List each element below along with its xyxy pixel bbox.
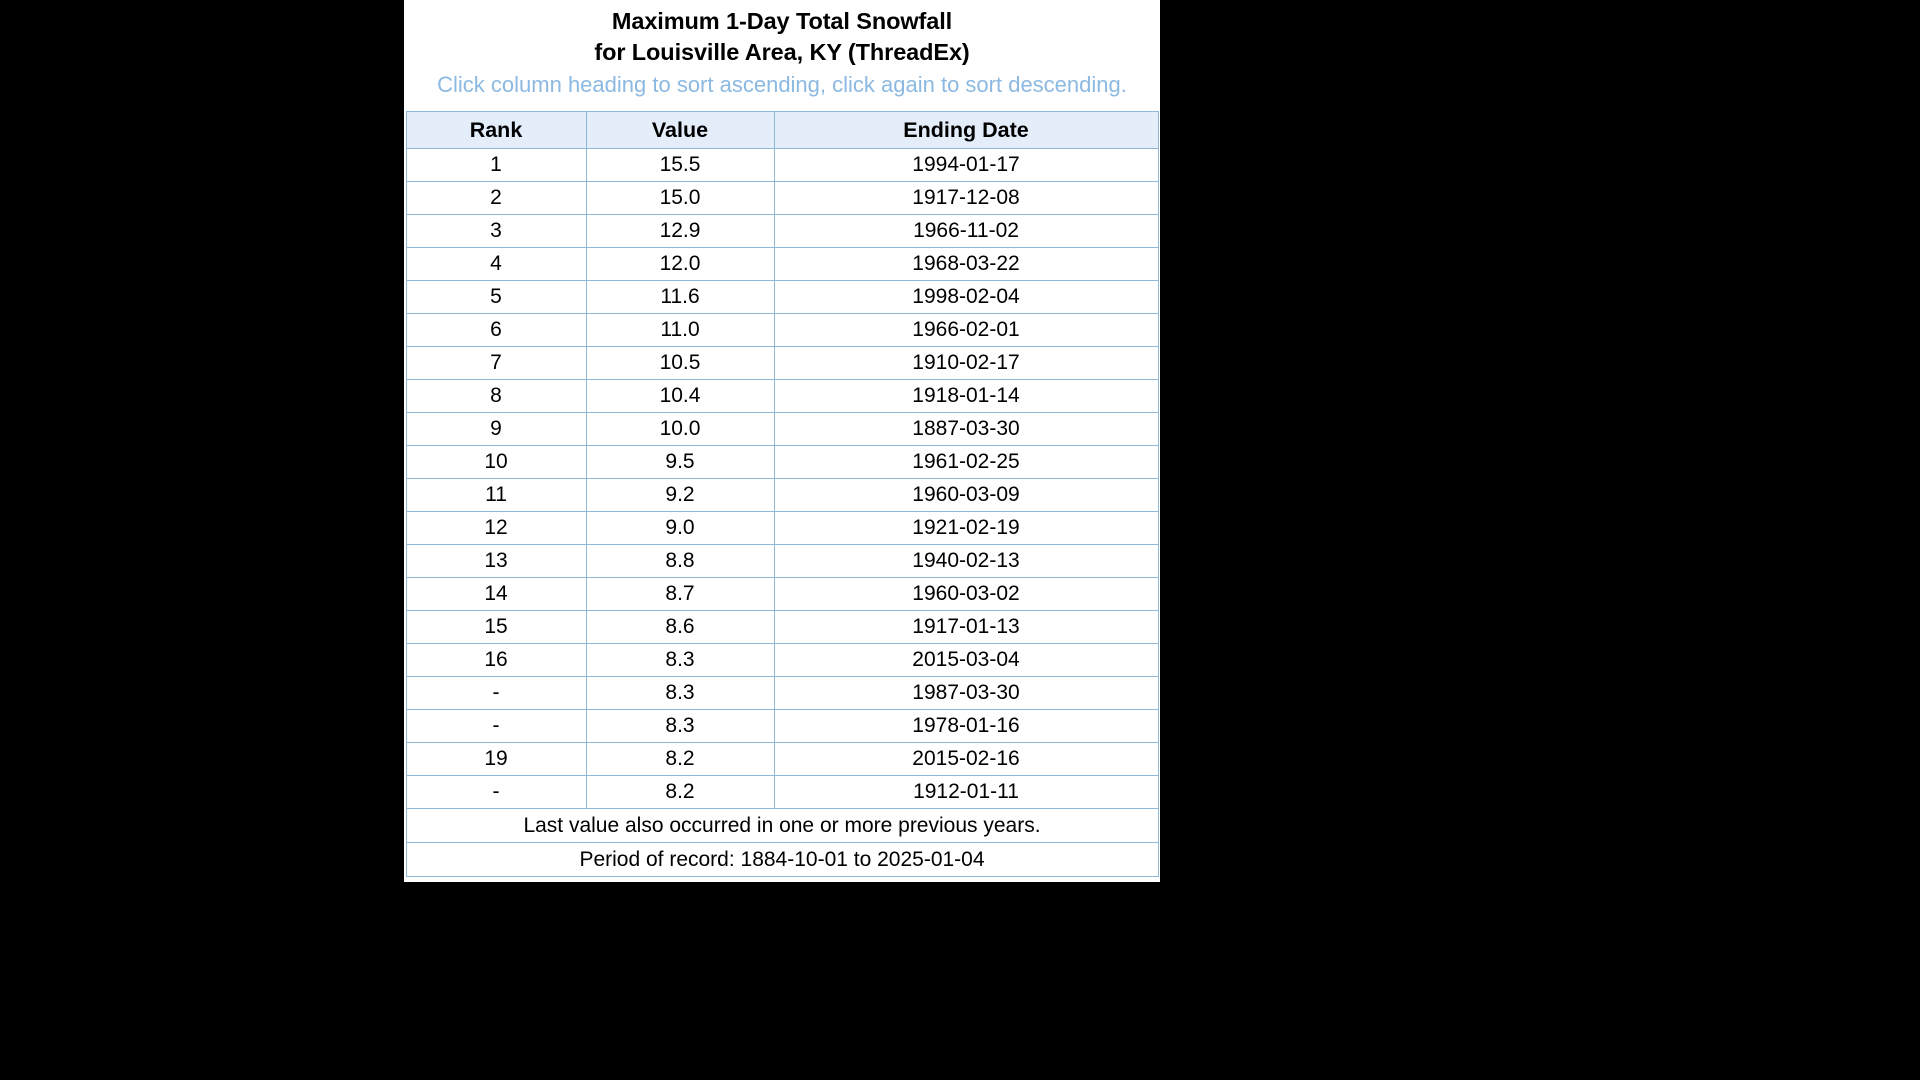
cell-date: 1966-11-02 (774, 215, 1158, 248)
cell-date: 2015-02-16 (774, 743, 1158, 776)
table-row (406, 743, 1158, 776)
cell-value: 10.0 (586, 413, 774, 446)
cell-value: 8.3 (586, 644, 774, 677)
table-header-row (406, 112, 1158, 149)
table-footnote-row (406, 843, 1158, 877)
table-row (406, 380, 1158, 413)
cell-date: 1968-03-22 (774, 248, 1158, 281)
cell-value: 12.9 (586, 215, 774, 248)
cell-value: 9.2 (586, 479, 774, 512)
cell-rank: 11 (406, 479, 586, 512)
table-row (406, 512, 1158, 545)
table-head (406, 112, 1158, 149)
cell-rank: 8 (406, 380, 586, 413)
cell-value: 8.2 (586, 776, 774, 809)
cell-value: 10.4 (586, 380, 774, 413)
table-row (406, 281, 1158, 314)
cell-rank: 9 (406, 413, 586, 446)
sort-instructions: Click column heading to sort ascending, click again to sort descending. (437, 72, 1127, 97)
footnote-period-of-record: Period of record: 1884-10-01 to 2025-01-04 (406, 843, 1158, 877)
table-row (406, 314, 1158, 347)
cell-rank: 6 (406, 314, 586, 347)
cell-date: 1961-02-25 (774, 446, 1158, 479)
cell-value: 11.6 (586, 281, 774, 314)
cell-rank: 10 (406, 446, 586, 479)
table-row (406, 644, 1158, 677)
cell-rank: 5 (406, 281, 586, 314)
table-row (406, 776, 1158, 809)
cell-rank: - (406, 710, 586, 743)
snowfall-table (406, 111, 1159, 877)
cell-rank: 3 (406, 215, 586, 248)
cell-date: 1917-12-08 (774, 182, 1158, 215)
column-header-rank[interactable]: Rank (406, 112, 586, 149)
footnote-tie-note: Last value also occurred in one or more previous years. (406, 809, 1158, 843)
cell-date: 1910-02-17 (774, 347, 1158, 380)
cell-date: 1966-02-01 (774, 314, 1158, 347)
cell-rank: 2 (406, 182, 586, 215)
cell-value: 8.8 (586, 545, 774, 578)
page-title-line-1: Maximum 1-Day Total Snowfall (611, 8, 953, 34)
cell-rank: 12 (406, 512, 586, 545)
table-container (404, 111, 1160, 877)
table-row (406, 182, 1158, 215)
table-row (406, 446, 1158, 479)
cell-value: 8.7 (586, 578, 774, 611)
cell-rank: 1 (406, 149, 586, 182)
cell-value: 9.5 (586, 446, 774, 479)
cell-value: 8.2 (586, 743, 774, 776)
cell-date: 1960-03-09 (774, 479, 1158, 512)
cell-value: 9.0 (586, 512, 774, 545)
cell-value: 8.6 (586, 611, 774, 644)
cell-date: 1921-02-19 (774, 512, 1158, 545)
cell-date: 1917-01-13 (774, 611, 1158, 644)
table-row (406, 413, 1158, 446)
table-row (406, 578, 1158, 611)
cell-date: 1994-01-17 (774, 149, 1158, 182)
table-row (406, 248, 1158, 281)
table-footnote-row (406, 809, 1158, 843)
cell-rank: 4 (406, 248, 586, 281)
cell-rank: - (406, 776, 586, 809)
cell-date: 1912-01-11 (774, 776, 1158, 809)
column-header-ending-date[interactable]: Ending Date (774, 112, 1158, 149)
cell-date: 1940-02-13 (774, 545, 1158, 578)
cell-date: 1960-03-02 (774, 578, 1158, 611)
table-row (406, 710, 1158, 743)
cell-rank: 19 (406, 743, 586, 776)
column-header-value[interactable]: Value (586, 112, 774, 149)
table-row (406, 347, 1158, 380)
cell-rank: 14 (406, 578, 586, 611)
table-foot (406, 809, 1158, 877)
cell-date: 1978-01-16 (774, 710, 1158, 743)
cell-rank: - (406, 677, 586, 710)
cell-date: 1998-02-04 (774, 281, 1158, 314)
cell-date: 1918-01-14 (774, 380, 1158, 413)
table-row (406, 611, 1158, 644)
cell-rank: 16 (406, 644, 586, 677)
table-row (406, 149, 1158, 182)
cell-date: 2015-03-04 (774, 644, 1158, 677)
table-body (406, 149, 1158, 809)
cell-date: 1987-03-30 (774, 677, 1158, 710)
page-title-line-2: for Louisville Area, KY (ThreadEx) (594, 39, 970, 65)
cell-value: 15.0 (586, 182, 774, 215)
cell-value: 8.3 (586, 677, 774, 710)
cell-value: 10.5 (586, 347, 774, 380)
table-row (406, 545, 1158, 578)
page-title (404, 0, 1160, 68)
climate-report-page (404, 0, 1160, 882)
cell-date: 1887-03-30 (774, 413, 1158, 446)
cell-rank: 15 (406, 611, 586, 644)
cell-value: 12.0 (586, 248, 774, 281)
table-row (406, 677, 1158, 710)
cell-value: 8.3 (586, 710, 774, 743)
table-row (406, 215, 1158, 248)
cell-value: 15.5 (586, 149, 774, 182)
cell-value: 11.0 (586, 314, 774, 347)
table-row (406, 479, 1158, 512)
cell-rank: 13 (406, 545, 586, 578)
cell-rank: 7 (406, 347, 586, 380)
